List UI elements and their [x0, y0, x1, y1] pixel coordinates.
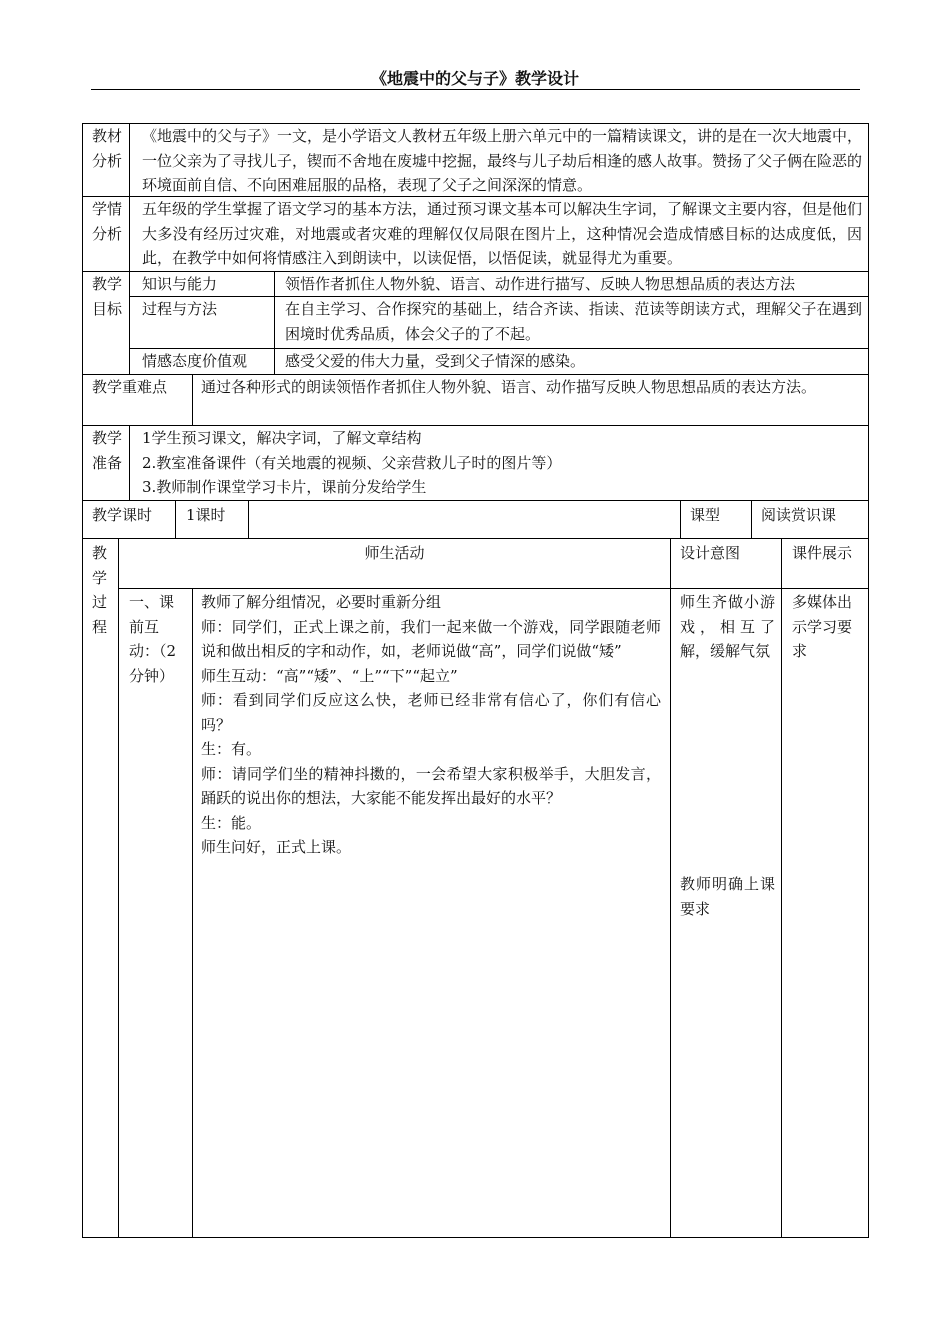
- zhongnan-text: 通过各种形式的朗读领悟作者抓住人物外貌、语言、动作描写反映人物思想品质的表达方法。: [192, 374, 869, 426]
- zhunbei-item: 3.教师制作课堂学习卡片，课前分发给学生: [142, 478, 427, 496]
- jiaocai-text-cell: [129, 123, 869, 197]
- zhunbei-list: [129, 425, 869, 501]
- zhunbei-label-cell: [82, 425, 130, 501]
- zhunbei-label: 教学准备: [92, 429, 123, 472]
- header-activity: 师生活动: [118, 538, 671, 589]
- title-rule: [91, 89, 860, 90]
- jiaocai-text: 《地震中的父与子》一文，是小学语文人教材五年级上册六单元中的一篇精读课文，讲的是在一次大地震中，一位父亲为了寻找儿子，锲而不舍地在废墟中挖掘，最终与儿子劫后相逢的感人故事。赞扬了父子俩在险恶的环境面前自信、不向困难屈服的品格，表现了父子之间深深的情意。: [142, 127, 863, 194]
- intent-cell: [670, 588, 782, 1238]
- courseware-text: 多媒体出示学习要求: [792, 593, 853, 660]
- activity-cell: [192, 588, 671, 1238]
- xueqing-text: 五年级的学生掌握了语文学习的基本方法，通过预习课文基本可以解决生字词，了解课文主要内容，但是他们大多没有经历过灾难，对地震或者灾难的理解仅仅局限在图片上，这种情况会造成情感目标的达成度低，因此，在教学中如何将情感注入到朗读中，以读促悟，以悟促读，就显得尤为重要。: [142, 200, 863, 267]
- activity-line: 生：有。: [201, 740, 262, 758]
- mubiao-row-2-text: 在自主学习、合作探究的基础上，结合齐读、指读、范读等朗读方式，理解父子在遇到困境时优秀品质，体会父子的了不起。: [274, 296, 869, 349]
- header-intent: 设计意图: [670, 538, 782, 589]
- mubiao-row-1-text: 领悟作者抓住人物外貌、语言、动作进行描写、反映人物思想品质的表达方法: [274, 271, 869, 297]
- keshi-label: 教学课时: [82, 500, 176, 539]
- activity-line: 师生问好，正式上课。: [201, 838, 352, 856]
- mubiao-label-cell: [82, 271, 130, 375]
- zhunbei-item: 1学生预习课文，解决字词，了解文章结构: [142, 429, 422, 447]
- intent-1: 师生齐做小游戏，相互了解，缓解气氛: [680, 593, 775, 660]
- xueqing-label-cell: [82, 196, 130, 272]
- xueqing-text-cell: [129, 196, 869, 272]
- keshi-value: 1课时: [175, 500, 249, 539]
- stage-label: 一、课前互动：（2分钟）: [129, 593, 177, 685]
- stage-cell: [118, 588, 193, 1238]
- page-title: 《地震中的父与子》教学设计: [370, 69, 579, 88]
- mubiao-row-3-name: 情感态度价值观: [129, 348, 275, 375]
- xueqing-label: 学情分析: [92, 200, 123, 243]
- activity-line: 师：请同学们坐的精神抖擞的，一会希望大家积极举手，大胆发言，踊跃的说出你的想法，大家能不能发挥出最好的水平？: [201, 764, 661, 807]
- keshi-type-value: 阅读赏识课: [751, 500, 869, 539]
- activity-line: 师生互动：“高”“矮”、“上”“下”“起立”: [201, 666, 458, 685]
- mubiao-row-1-name: 知识与能力: [129, 271, 275, 297]
- keshi-blank: [248, 500, 681, 539]
- mubiao-row-2-name: 过程与方法: [129, 296, 275, 349]
- jiaocai-label: 教材分析: [92, 127, 123, 170]
- jiaocai-label-cell: [82, 123, 130, 197]
- guocheng-label-cell: [82, 538, 119, 1238]
- keshi-type-label: 课型: [680, 500, 752, 539]
- guocheng-label: 教学过程: [92, 544, 108, 636]
- mubiao-row-3-text: 感受父爱的伟大力量，受到父子情深的感染。: [274, 348, 869, 375]
- activity-line: 师：看到同学们反应这么快，老师已经非常有信心了，你们有信心吗？: [201, 691, 661, 734]
- mubiao-label: 教学目标: [92, 275, 123, 318]
- courseware-cell: [781, 588, 869, 1238]
- activity-line: 师：同学们，正式上课之前，我们一起来做一个游戏，同学跟随老师说和做出相反的字和动作，如，老师说做“高”，同学们说做“矮”: [201, 617, 661, 660]
- activity-line: 教师了解分组情况，必要时重新分组: [201, 593, 442, 611]
- zhongnan-label: 教学重难点: [82, 374, 193, 426]
- activity-line: 生：能。: [201, 813, 262, 832]
- intent-2: 教师明确上课要求: [680, 875, 775, 918]
- zhunbei-item: 2.教室准备课件（有关地震的视频、父亲营救儿子时的图片等）: [142, 453, 562, 472]
- header-courseware: 课件展示: [781, 538, 869, 589]
